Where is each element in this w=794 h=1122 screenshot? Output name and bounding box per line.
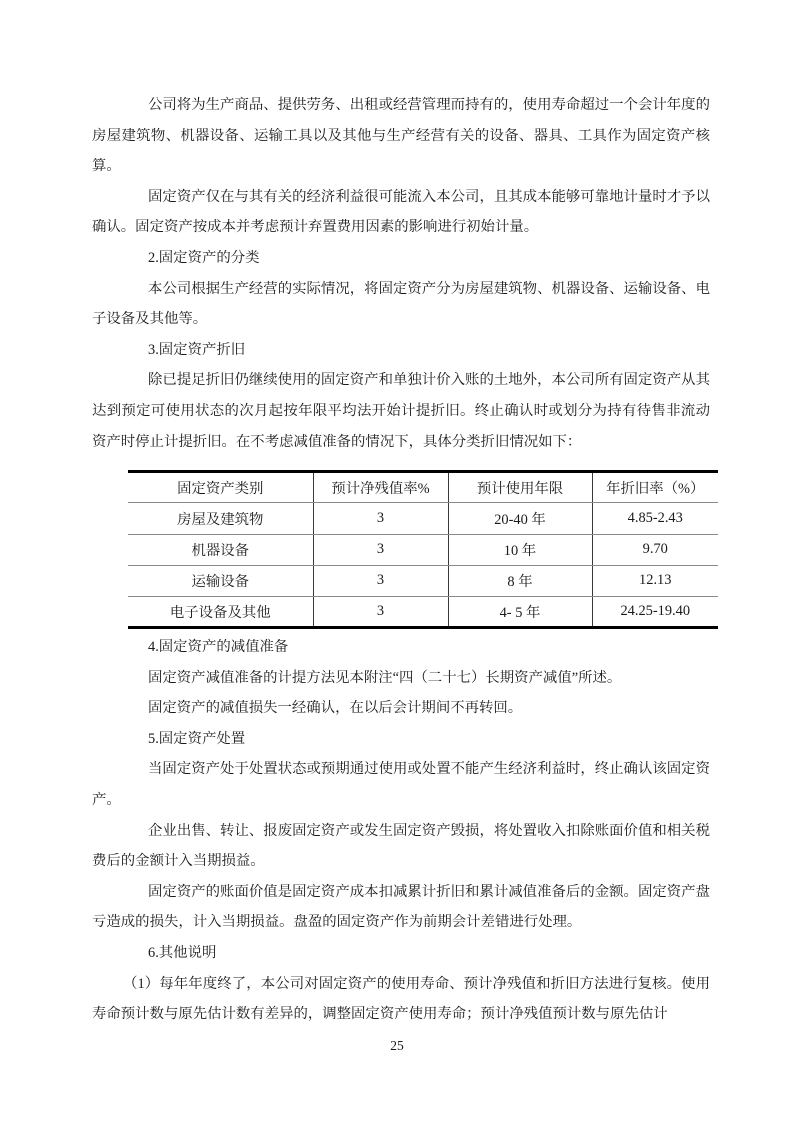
table-cell: 机器设备: [128, 534, 313, 565]
section-heading: 5.固定资产处置: [148, 730, 246, 747]
page-number: 25: [390, 1038, 404, 1053]
table-cell: 3: [313, 565, 448, 596]
table-cell: 24.25-19.40: [592, 596, 718, 627]
table-cell: 4- 5 年: [448, 596, 592, 627]
paragraph: （1）每年年度终了，本公司对固定资产的使用寿命、预计净残值和折旧方法进行复核。使用寿命预计数与原先估计数有差异的，调整固定资产使用寿命；预计净残值预计数与原先估计: [92, 975, 710, 1023]
table-header-cell: 年折旧率（%）: [592, 472, 718, 503]
paragraph: 当固定资产处于处置状态或预期通过使用或处置不能产生经济利益时，终止确认该固定资产。: [92, 761, 710, 809]
paragraph: 公司将为生产商品、提供劳务、出租或经营管理而持有的，使用寿命超过一个会计年度的房屋建筑物、机器设备、运输工具以及其他与生产经营有关的设备、器具、工具作为固定资产核算。: [92, 97, 710, 175]
paragraph: 固定资产的减值损失一经确认，在以后会计期间不再转回。: [148, 700, 523, 717]
table-row: [128, 596, 718, 627]
section-heading: 3.固定资产折旧: [148, 341, 246, 358]
table-row: [128, 534, 718, 565]
table-cell: 房屋及建筑物: [128, 503, 313, 534]
table-row: [128, 565, 718, 596]
paragraph: 固定资产仅在与其有关的经济利益很可能流入本公司，且其成本能够可靠地计量时才予以确认。固定资产按成本并考虑预计弃置费用因素的影响进行初始计量。: [92, 188, 710, 236]
table-cell: 运输设备: [128, 565, 313, 596]
table-header-cell: 预计净残值率%: [313, 472, 448, 503]
table-cell: 12.13: [592, 565, 718, 596]
paragraph: 固定资产减值准备的计提方法见本附注“四（二十七）长期资产减值”所述。: [148, 669, 622, 686]
table-row: [128, 503, 718, 534]
table-cell: 9.70: [592, 534, 718, 565]
paragraph: 企业出售、转让、报废固定资产或发生固定资产毁损，将处置收入扣除账面价值和相关税费后的金额计入当期损益。: [92, 822, 710, 870]
table-cell: 20-40 年: [448, 503, 592, 534]
paragraph: 除已提足折旧仍继续使用的固定资产和单独计价入账的土地外，本公司所有固定资产从其达到预定可使用状态的次月起按年限平均法开始计提折旧。终止确认时或划分为持有待售非流动资产时停止计提折旧。在不考虑减值准备的情况下，具体分类折旧情况如下：: [92, 372, 710, 450]
paragraph: 固定资产的账面价值是固定资产成本扣减累计折旧和累计减值准备后的金额。固定资产盘亏造成的损失，计入当期损益。盘盈的固定资产作为前期会计差错进行处理。: [92, 883, 710, 931]
paragraph: 本公司根据生产经营的实际情况，将固定资产分为房屋建筑物、机器设备、运输设备、电子设备及其他等。: [92, 280, 710, 328]
table-cell: 10 年: [448, 534, 592, 565]
document-content: [92, 90, 710, 1030]
table-cell: 4.85-2.43: [592, 503, 718, 534]
table-cell: 3: [313, 596, 448, 627]
table-cell: 3: [313, 534, 448, 565]
section-heading: 2.固定资产的分类: [148, 249, 260, 266]
section-heading: 6.其他说明: [148, 945, 217, 961]
section-heading: 4.固定资产的减值准备: [148, 639, 289, 656]
table-cell: 3: [313, 503, 448, 534]
table-cell: 电子设备及其他: [169, 604, 271, 621]
table-header-row: [128, 472, 718, 503]
table-cell: 8 年: [448, 565, 592, 596]
table-header-cell: 预计使用年限: [448, 472, 592, 503]
fixed-assets-depreciation-table: [128, 470, 718, 629]
table-header-cell: 固定资产类别: [128, 472, 313, 503]
